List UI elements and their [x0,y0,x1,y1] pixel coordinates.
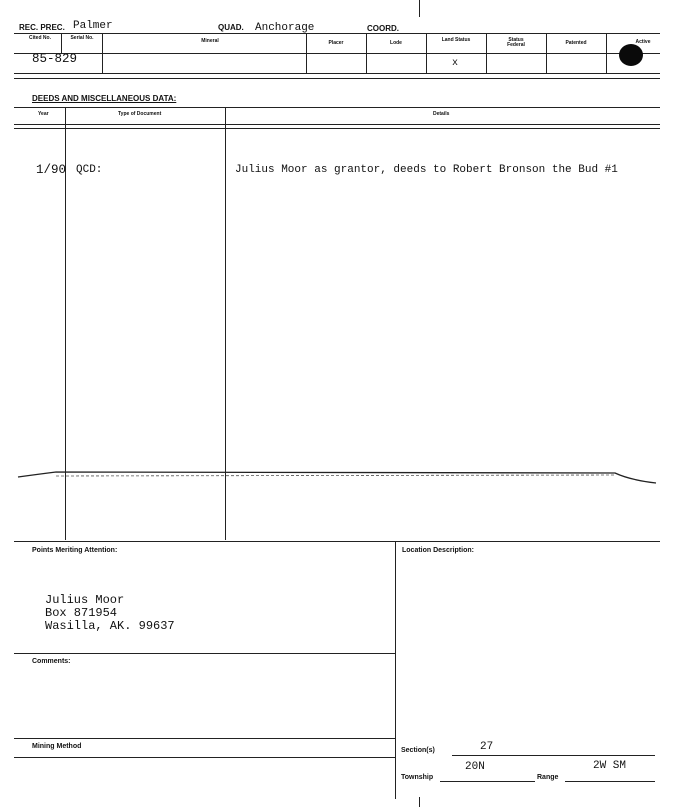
col-placer: Placer [328,40,344,46]
col-divider [61,33,62,53]
col-divider [426,33,427,73]
land-status-mark: x [452,58,459,69]
col-divider [306,33,307,73]
col-divider [606,33,607,73]
col-divider [102,33,103,73]
bottom-divider [395,541,396,799]
cited-no-value: 85-829 [32,52,78,66]
section-value: 27 [480,741,494,753]
quad-value: Anchorage [255,22,315,34]
section-label: Section(s) [401,747,435,754]
column-header-rule [14,53,660,54]
rec-prec-value: Palmer [73,20,113,32]
location-label: Location Description: [402,547,474,554]
col-lode: Lode [390,40,402,46]
deed-year: 1/90 [36,163,67,177]
mining-method-label: Mining Method [32,743,82,750]
points-address: Julius Moor Box 871954 Wasilla, AK. 99637 [45,593,175,633]
township-label: Township [401,774,434,781]
range-value: 2W SM [593,760,627,772]
page-curl-line [0,462,678,492]
quad-label: QUAD. [218,23,244,32]
ink-blot-mark [619,44,643,66]
deeds-section-title: DEEDS AND MISCELLANEOUS DATA: [32,94,177,103]
comments-label: Comments: [32,658,71,665]
comments-top-rule [14,653,395,654]
mining-rule [14,757,395,758]
deeds-header-rule [14,124,660,125]
col-divider [546,33,547,73]
col-details: Details [433,111,450,117]
col-status-federal: Status Federal [507,37,525,48]
range-label: Range [537,774,559,781]
col-divider [366,33,367,73]
deeds-top-rule [14,107,660,108]
col-cited-no: Cited No. [29,35,51,41]
col-type: Type of Document [118,111,162,117]
col-patented: Patented [565,40,587,46]
mining-top-rule [14,738,395,739]
record-bottom-rule-2 [14,78,660,79]
points-label: Points Meriting Attention: [32,547,118,554]
coord-label: COORD. [367,24,399,33]
record-bottom-rule [14,73,660,74]
col-year: Year [38,111,49,117]
range-underline [565,781,655,782]
rec-prec-label: REC. PREC. [19,23,65,32]
deed-type: QCD: [76,164,103,176]
header-rule [14,33,660,34]
scan-mark [419,0,420,17]
deed-details: Julius Moor as grantor, deeds to Robert Bronson the Bud #1 [235,164,618,176]
deeds-bottom-rule [14,541,660,542]
deeds-header-rule-2 [14,128,660,129]
col-serial-no: Serial No. [70,35,94,41]
township-underline [440,781,535,782]
col-active: Active [635,39,651,45]
col-mineral: Mineral [201,38,219,44]
scan-mark-bottom [419,797,420,807]
section-underline [452,755,655,756]
col-land-status: Land Status [441,37,471,43]
township-value: 20N [465,761,485,773]
col-divider [486,33,487,73]
